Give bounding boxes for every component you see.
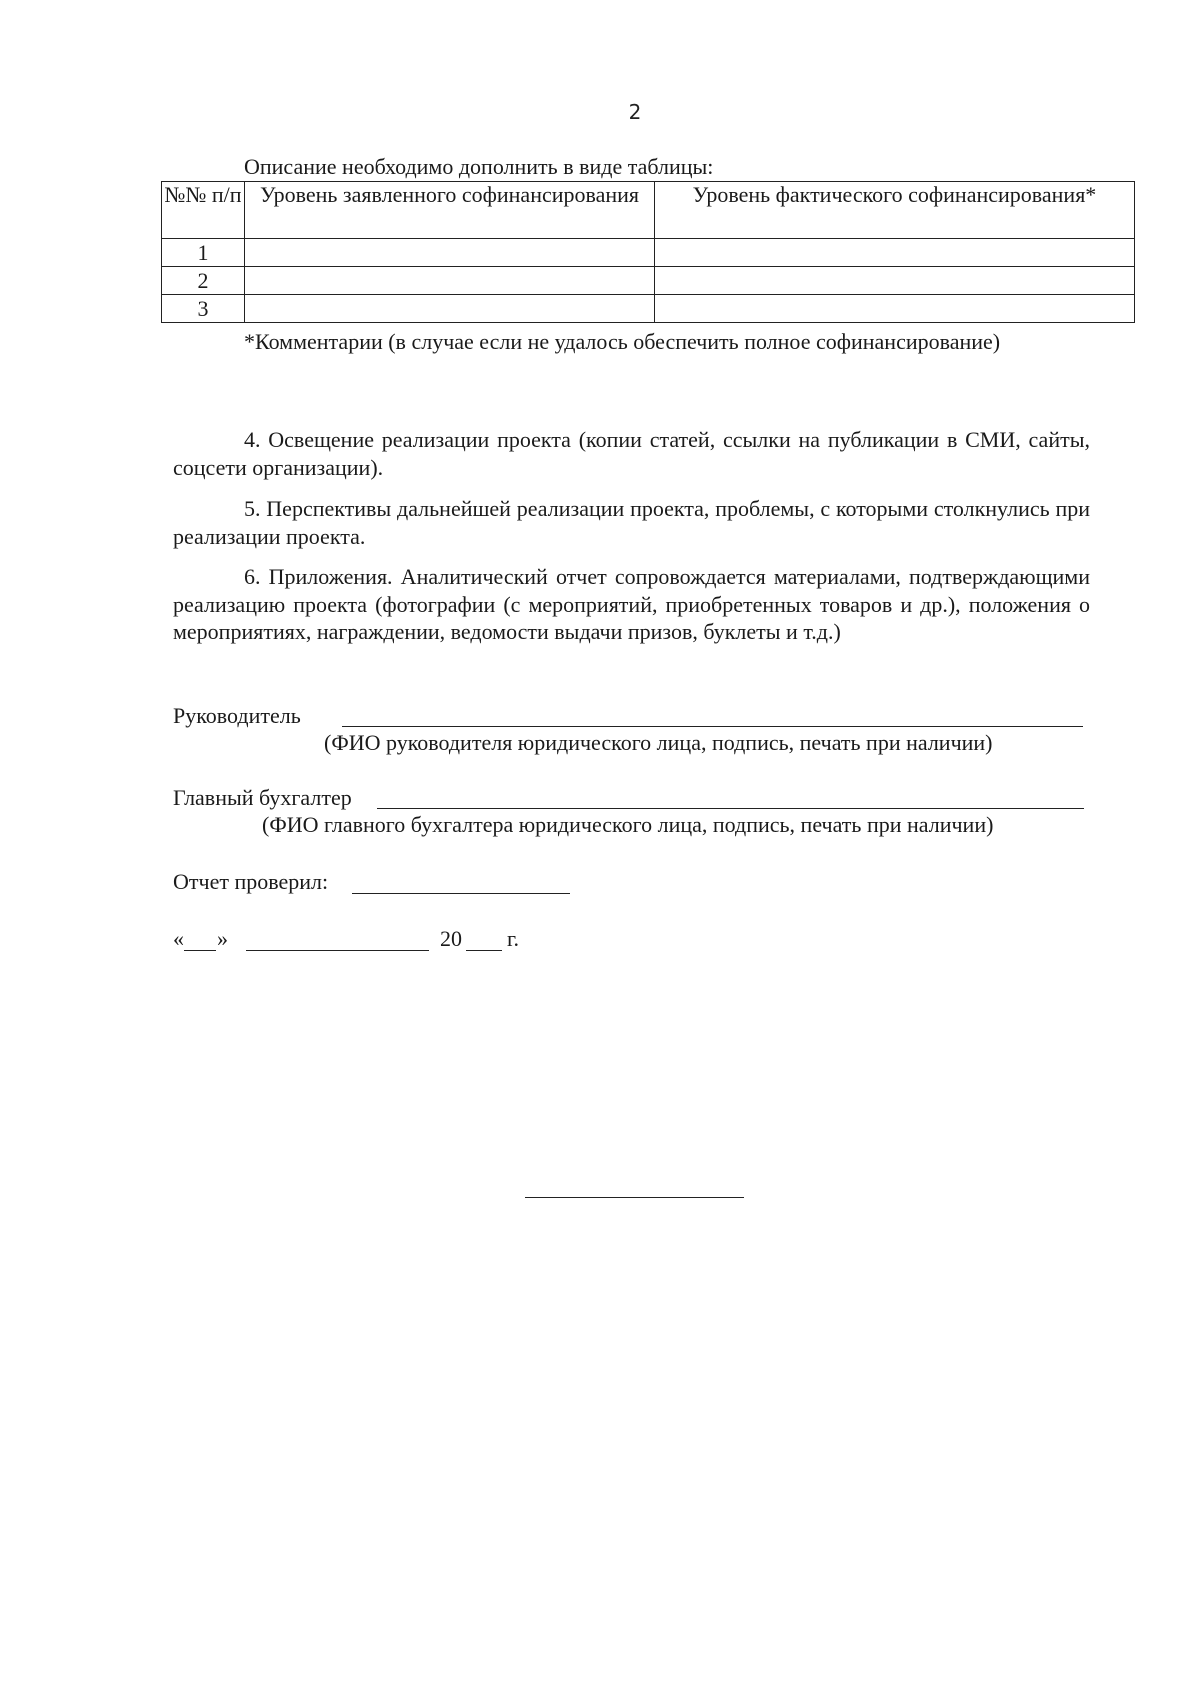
date-open-quote: «: [173, 926, 184, 951]
row-planned-cell: [245, 239, 655, 267]
row-planned-cell: [245, 295, 655, 323]
row-actual-cell: [655, 267, 1135, 295]
table-header-row: [162, 182, 1135, 239]
page-number: 2: [628, 100, 642, 124]
paragraph-media-coverage: 4. Освещение реализации проекта (копии статей, ссылки на публикации в СМИ, сайты, соцсети организации).: [173, 427, 1090, 480]
cofinancing-table: [161, 181, 1135, 323]
row-actual-cell: [655, 239, 1135, 267]
table-footnote: *Комментарии (в случае если не удалось обеспечить полное софинансирование): [244, 329, 1001, 354]
end-separator-line: [525, 1197, 744, 1198]
checked-signature-line[interactable]: [352, 893, 570, 894]
header-num: №№ п/п: [162, 182, 245, 239]
row-num-cell: 2: [162, 267, 245, 295]
header-planned: Уровень заявленного софинансирования: [245, 182, 655, 239]
table-row: [162, 267, 1135, 295]
row-actual-cell: [655, 295, 1135, 323]
table-intro: Описание необходимо дополнить в виде таблицы:: [244, 154, 714, 179]
checked-label: Отчет проверил:: [173, 869, 329, 894]
date-close-quote: »: [217, 926, 228, 951]
date-day-line[interactable]: [184, 950, 216, 951]
paragraph-prospects: 5. Перспективы дальнейшей реализации проекта, проблемы, с которыми столкнулись при реализации проекта.: [173, 496, 1090, 549]
date-year-suffix: г.: [507, 926, 520, 951]
header-actual: Уровень фактического софинансирования*: [655, 182, 1135, 239]
paragraph-attachments: 6. Приложения. Аналитический отчет сопровождается материалами, подтверждающими реализацию проекта (фотографии (с мероприятий, приобретенных товаров и др.), положения о мероприятиях, награждении, ведомости выдачи призов, буклеты и т.д.): [173, 564, 1090, 644]
table-row: [162, 295, 1135, 323]
row-num-cell: 3: [162, 295, 245, 323]
row-num-cell: 1: [162, 239, 245, 267]
date-year-line[interactable]: [466, 950, 502, 951]
date-year-prefix: 20: [440, 926, 462, 951]
head-label: Руководитель: [173, 703, 301, 728]
row-planned-cell: [245, 267, 655, 295]
accountant-caption: (ФИО главного бухгалтера юридического лица, подпись, печать при наличии): [262, 812, 994, 837]
head-caption: (ФИО руководителя юридического лица, подпись, печать при наличии): [324, 730, 993, 755]
accountant-label: Главный бухгалтер: [173, 785, 352, 810]
accountant-signature-line[interactable]: [377, 808, 1084, 809]
date-month-line[interactable]: [246, 950, 429, 951]
head-signature-line[interactable]: [342, 726, 1083, 727]
table-row: [162, 239, 1135, 267]
